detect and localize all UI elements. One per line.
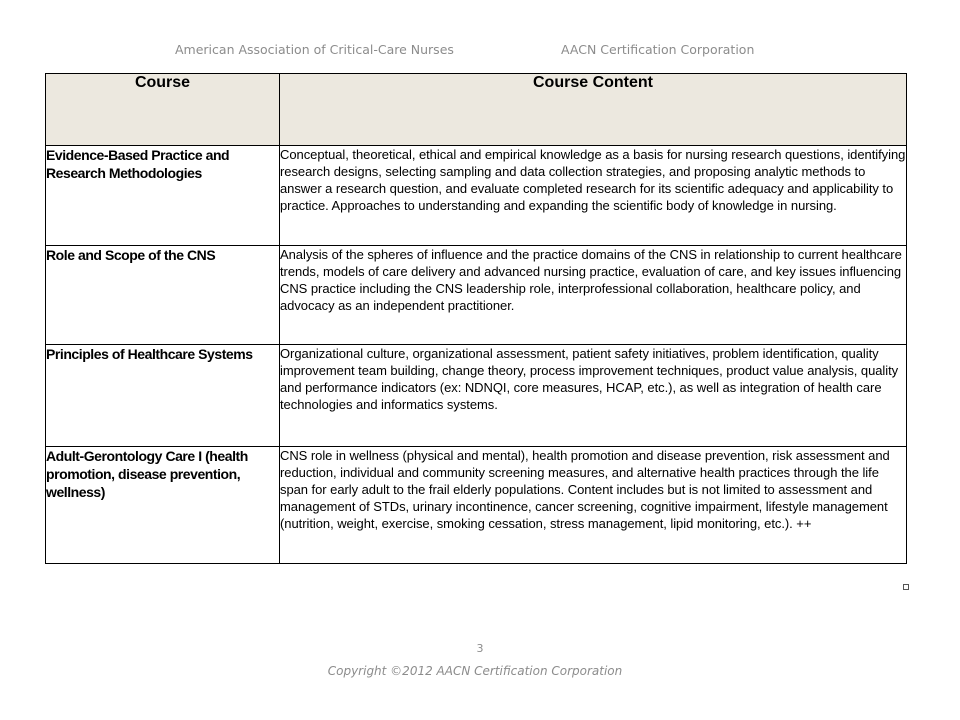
table-header-row	[46, 74, 907, 146]
page-number: 3	[476, 642, 484, 655]
course-name-cell: Principles of Healthcare Systems	[46, 345, 280, 447]
course-content-cell: CNS role in wellness (physical and mental), health promotion and disease prevention, risk assessment and reduction, individual and community screening measures, and alternative health practices through the life span for early adult to the frail elderly populations. Content includes but is not limited to assessment and management of STDs, urinary incontinence, cancer screening, cognitive impairment, lifestyle management (nutrition, weight, exercise, smoking cessation, stress management, lipid monitoring, etc.). ++	[280, 447, 907, 564]
course-name-cell: Adult-Gerontology Care I (health promotion, disease prevention, wellness)	[46, 447, 280, 564]
column-header-course: Course	[46, 74, 280, 146]
course-table	[45, 73, 907, 564]
header-organization-left: American Association of Critical-Care Nurses	[175, 42, 454, 57]
table-row	[46, 246, 907, 345]
course-content-cell: Conceptual, theoretical, ethical and empirical knowledge as a basis for nursing research questions, identifying research designs, selecting sampling and data collection strategies, and proposing analytic methods to answer a research question, and evaluate completed research for its scientific adequacy and applicability to practice. Approaches to understanding and expanding the scientific body of knowledge in nursing.	[280, 146, 907, 246]
course-content-cell: Organizational culture, organizational assessment, patient safety initiatives, problem identification, quality improvement team building, change theory, process improvement techniques, product value analysis, quality and performance indicators (ex: NDNQI, core measures, HCAP, etc.), as well as integration of health care technologies and informatics systems.	[280, 345, 907, 447]
table-row	[46, 345, 907, 447]
course-content-cell: Analysis of the spheres of influence and the practice domains of the CNS in relationship to current healthcare trends, models of care delivery and advanced nursing practice, evaluation of care, and key issues influencing CNS practice including the CNS leadership role, interprofessional collaboration, healthcare policy, and advocacy as an independent practitioner.	[280, 246, 907, 345]
table-row	[46, 146, 907, 246]
course-name-cell: Role and Scope of the CNS	[46, 246, 280, 345]
header-organization-right: AACN Certification Corporation	[561, 42, 755, 57]
copyright-notice: Copyright ©2012 AACN Certification Corporation	[327, 664, 623, 678]
table-row	[46, 447, 907, 564]
anchor-marker-icon	[903, 584, 909, 590]
course-name-cell: Evidence-Based Practice and Research Methodologies	[46, 146, 280, 246]
column-header-course-content: Course Content	[280, 74, 907, 146]
